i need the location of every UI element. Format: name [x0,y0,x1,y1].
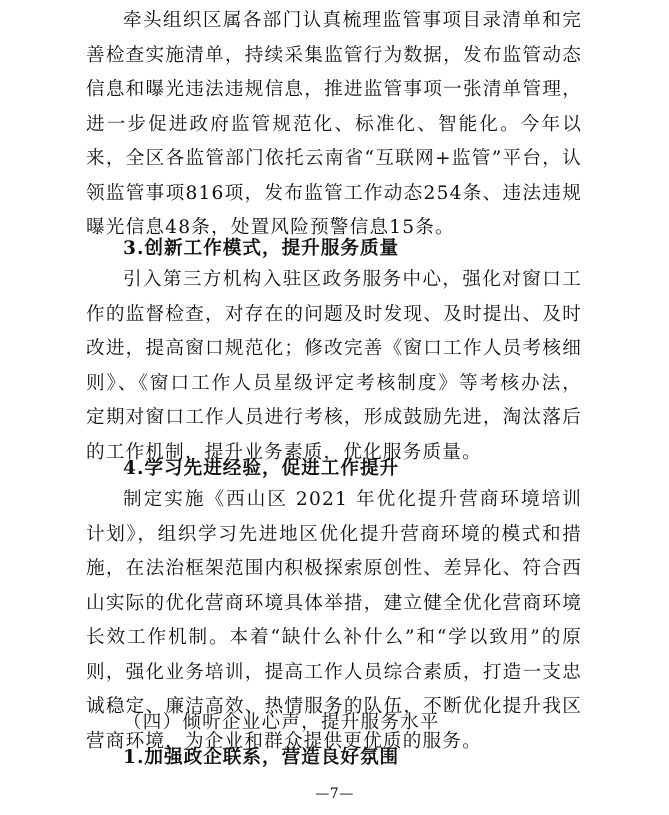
heading-strengthen-government-enterprise-ties: 1.加强政企联系，营造良好氛围 [123,747,400,768]
heading-innovate-work-mode: 3.创新工作模式，提升服务质量 [123,238,400,259]
paragraph-window-service: 引入第三方机构入驻区政务服务中心，强化对窗口工作的监督检查，对存在的问题及时发现、及时提出、及时改进，提高窗口规范化；修改完善《窗口工作人员考核细则》、《窗口工作人员星级评定考核制度》等考核办法，定期对窗口工作人员进行考核，形成鼓励先进，淘汰落后的工作机制，提升业务素质，优化服务质量。 [86,269,582,463]
section-title-listen-to-enterprises: （四）倾听企业心声，提升服务水平 [123,712,440,733]
paragraph-training-plan: 制定实施《西山区 2021 年优化提升营商环境培训计划》，组织学习先进地区优化提升营商环境的模式和措施，在法治框架范围内积极探索原创性、差异化、符合西山实际的优化营商环境具体举措，建立健全优化营商环境长效工作机制。本着“缺什么补什么”和“学以致用”的原则，强化业务培训，提高工作人员综合素质，打造一支忠诚稳定、廉洁高效、热情服务的队伍，不断优化提升我区营商环境，为企业和群众提供更优质的服务。 [86,489,582,752]
heading-learn-advanced-experience: 4.学习先进经验，促进工作提升 [123,458,400,479]
paragraph-regulation-platform: 牵头组织区属各部门认真梳理监管事项目录清单和完善检查实施清单，持续采集监管行为数据，发布监管动态信息和曝光违法违规信息，推进监管事项一张清单管理，进一步促进政府监管规范化、标准化、智能化。今年以来，全区各监管部门依托云南省“互联网+监管”平台，认领监管事项816项，发布监管工作动态254条、违法违规曝光信息48条，处置风险预警信息15条。 [86,10,582,238]
page-number: —7— [315,786,354,802]
